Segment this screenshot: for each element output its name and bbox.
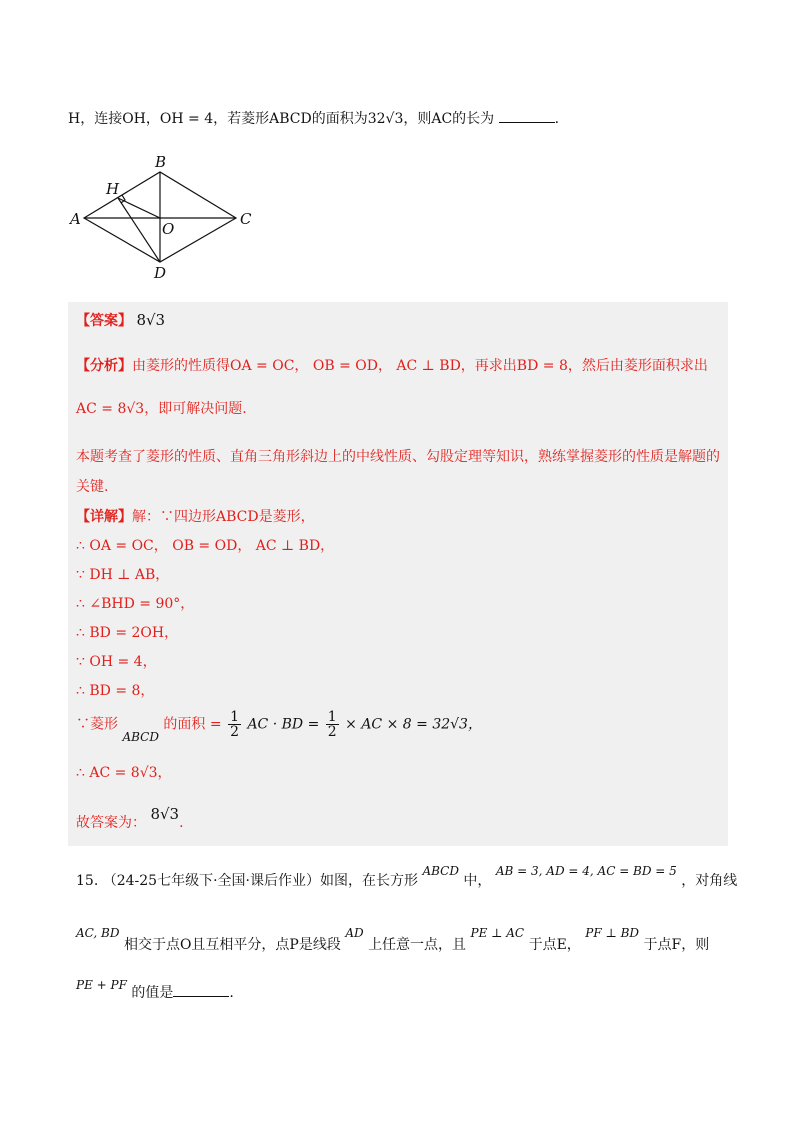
q15-text-b: 相交于点O且互相平分，点P是线段: [123, 937, 341, 953]
analysis-tag: 【分析】: [76, 358, 132, 374]
answer-tag: 【答案】: [76, 313, 132, 329]
q15-diagonals: AC, BD: [76, 926, 120, 940]
question-15-line-2: [76, 926, 710, 954]
detail-step-4: [76, 622, 178, 642]
q15-text-f: 于点E，: [528, 937, 581, 953]
rhombus-diagram: [68, 150, 268, 290]
detail-step-6: [76, 680, 154, 700]
final-answer-line: [76, 805, 184, 832]
fraction-den: 2: [230, 724, 239, 740]
detail-intro-line: [76, 506, 315, 526]
q15-text-d: 上任意一点，且: [368, 937, 467, 953]
question-15-line-1: [76, 864, 738, 890]
q15-text-a: 15. （24-25七年级下·全国·课后作业）如图，在长方形: [76, 873, 418, 889]
q15-pe-ac: PE ⊥ AC: [470, 926, 525, 940]
label-a: A: [70, 210, 81, 228]
label-o: O: [162, 220, 175, 238]
fraction-half-2: [326, 710, 339, 739]
label-d: D: [154, 264, 167, 282]
analysis-line-2: [76, 398, 247, 418]
area-mid: 的面积 =: [163, 716, 222, 733]
fraction-num: 1: [230, 709, 239, 725]
detail-step-text: ∴ OA = OC， OB = OD， AC ⊥ BD，: [76, 538, 335, 554]
q15-text-e: ，对角线: [681, 873, 738, 889]
fraction-half: [228, 710, 241, 739]
fraction-num: 1: [327, 709, 337, 725]
detail-intro: 解：∵四边形ABCD是菱形，: [132, 509, 315, 525]
q15-ad: AD: [345, 926, 364, 940]
label-c: C: [240, 210, 252, 228]
analysis-line-4: [76, 476, 108, 496]
label-b: B: [155, 153, 167, 171]
detail-step-text: ∵ OH = 4，: [76, 654, 157, 670]
detail-step-2: [76, 564, 169, 584]
final-value: 8√3: [150, 805, 180, 823]
conclusion-text: ∴ AC = 8√3，: [76, 765, 172, 781]
question-15-line-3: [76, 978, 234, 1002]
detail-tag: 【详解】: [76, 509, 132, 525]
analysis-text-1: 由菱形的性质得OA = OC， OB = OD， AC ⊥ BD，再求出BD = 8，然后由菱形面积求出: [132, 358, 708, 374]
detail-area-line: [76, 709, 482, 744]
detail-step-5: [76, 651, 157, 671]
question-14-end: .: [554, 111, 560, 127]
fraction-den: 2: [327, 724, 337, 740]
detail-step-text: ∴ BD = 8，: [76, 683, 155, 699]
detail-step-text: ∴ ∠BHD = 90°，: [76, 596, 195, 612]
right-angle-mark: [121, 195, 125, 203]
label-h: H: [106, 180, 120, 198]
answer-value: 8√3: [136, 311, 166, 329]
q15-text-value: 的值是: [131, 985, 174, 1001]
q15-text-c: 中，: [463, 873, 492, 889]
area-expr-2: × AC × 8 = 32√3，: [345, 716, 482, 733]
q15-answer-blank: [173, 984, 229, 997]
analysis-text-2: AC = 8√3，即可解决问题.: [76, 401, 247, 417]
detail-step-text: ∵ DH ⊥ AB，: [76, 567, 170, 583]
final-end: .: [179, 815, 184, 831]
area-abcd: ABCD: [122, 729, 159, 744]
detail-step-text: ∴ BD = 2OH，: [76, 625, 179, 641]
q15-given: AB = 3, AD = 4, AC = BD = 5: [495, 864, 677, 878]
q15-text-h: 于点F，则: [643, 937, 710, 953]
analysis-line-1: [76, 355, 708, 375]
answer-line: [76, 310, 165, 330]
q15-end: .: [229, 985, 234, 1001]
q15-pf-bd: PF ⊥ BD: [585, 926, 640, 940]
detail-conclusion: [76, 762, 172, 782]
q15-pe-pf: PE + PF: [76, 978, 127, 992]
detail-step-1: [76, 535, 334, 555]
q15-abcd: ABCD: [422, 864, 459, 878]
question-14-line: H，连接OH，OH = 4，若菱形ABCD的面积为32√3，则AC的长为: [68, 111, 495, 127]
area-expr-1: AC · BD =: [247, 716, 320, 733]
analysis-text-4: 关键.: [76, 479, 109, 495]
detail-step-3: [76, 593, 194, 613]
analysis-line-3: [76, 446, 720, 466]
final-prefix: 故答案为：: [76, 815, 146, 831]
analysis-text-3: 本题考查了菱形的性质、直角三角形斜边上的中线性质、勾股定理等知识，熟练掌握菱形的性质是解题的: [76, 449, 720, 465]
question-14-text: [68, 108, 559, 128]
answer-blank: [499, 110, 555, 123]
area-prefix: ∵菱形: [76, 716, 118, 733]
